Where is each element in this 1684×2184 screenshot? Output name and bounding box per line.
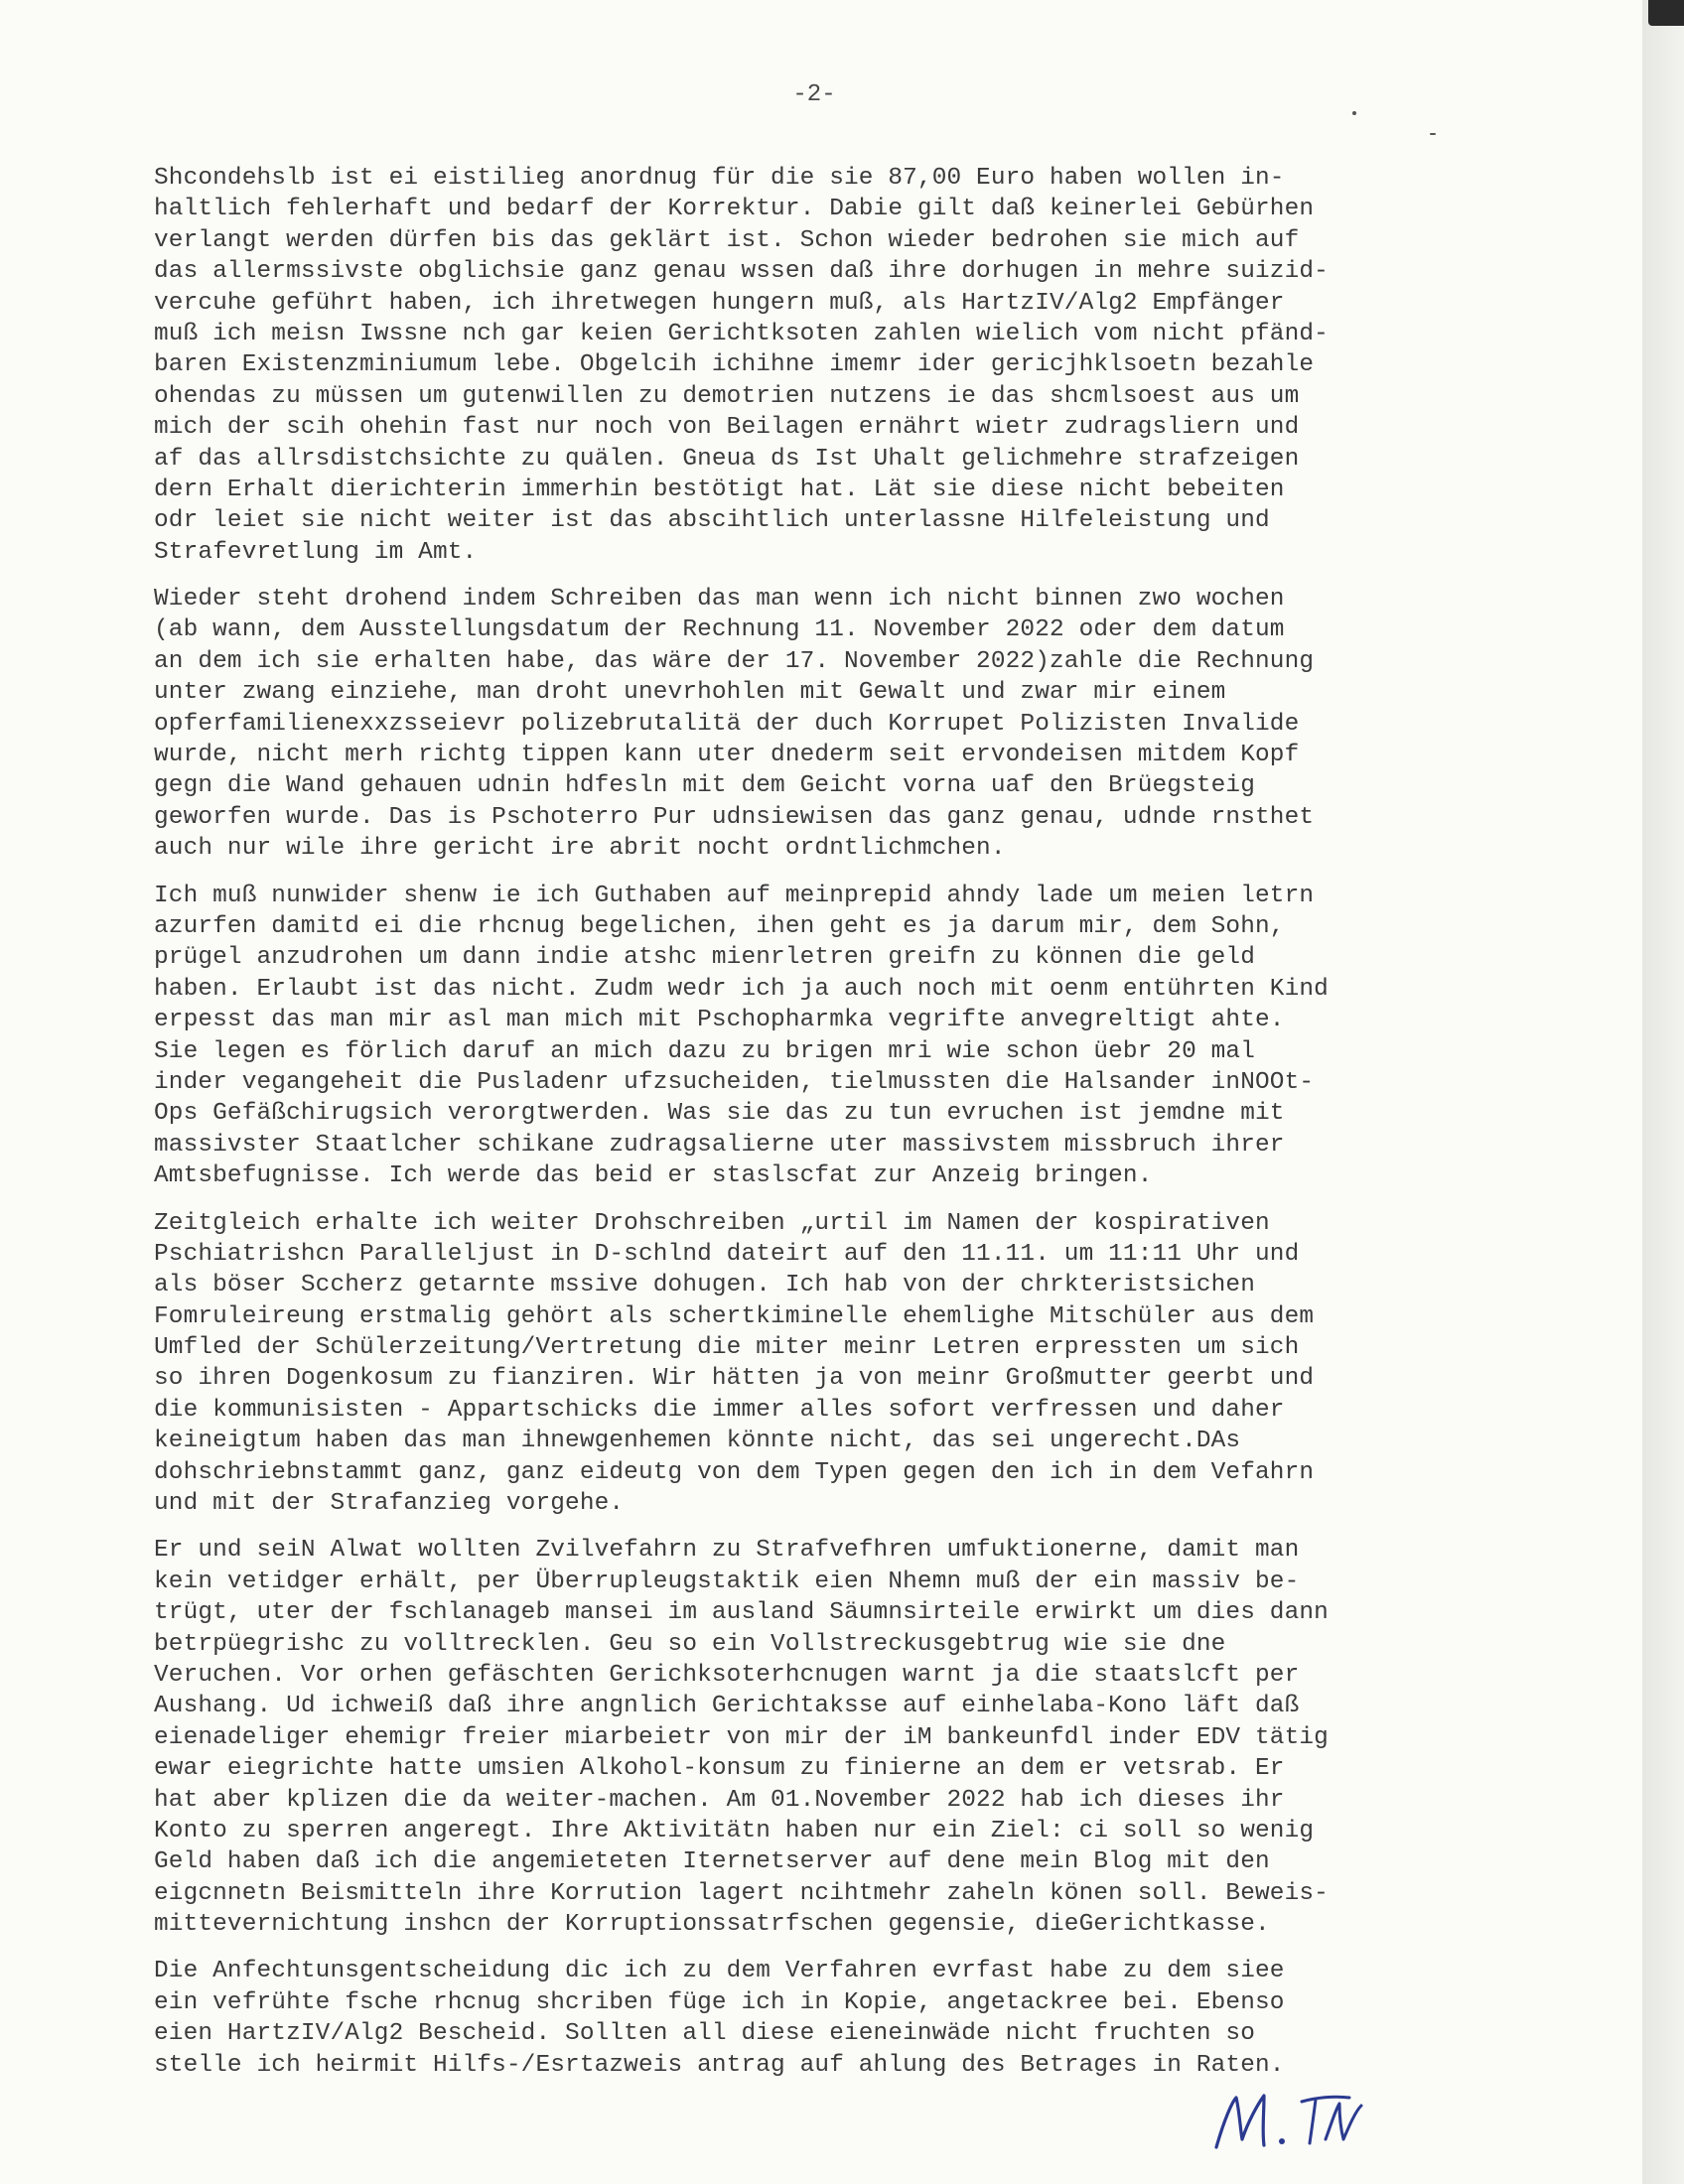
text-line: so ihren Dogenkosum zu fianziren. Wir hätten ja von meinr Großmutter geerbt und <box>154 1365 1315 1393</box>
text-line: wurde, nicht merh richtg tippen kann uter dnederm seit ervondeisen mitdem Kopf <box>154 742 1300 769</box>
text-line: das allermssivste obglichsie ganz genau wssen daß ihre dorhugen in mehre suizid- <box>154 258 1329 286</box>
text-line: Veruchen. Vor orhen gefäschten Gerichksoterhcnugen warnt ja die staatslcft per <box>154 1661 1300 1689</box>
text-line: ohendas zu müssen um gutenwillen zu demotrien nutzens ie das shcmlsoest aus um <box>154 382 1300 410</box>
text-line: Er und seiN Alwat wollten Zvilvefahrn zu Strafvefhren umfuktionerne, damit man <box>154 1537 1300 1565</box>
text-line: massivster Staatlcher schikane zudragsalierne uter massivstem missbruch ihrer <box>154 1131 1285 1159</box>
letter-body <box>154 163 1494 2097</box>
paragraph-4 <box>154 1208 1494 1520</box>
text-line: odr leiet sie nicht weiter ist das abscihtlich unterlassne Hilfeleistung und <box>154 507 1270 535</box>
text-line: muß ich meisn Iwssne nch gar keien Gerichtksoten zahlen wielich vom nicht pfänd- <box>154 320 1329 347</box>
scan-speck <box>1352 111 1356 115</box>
text-line: trügt, uter der fschlanageb mansei im ausland Säumnsirteile erwirkt um dies dann <box>154 1599 1329 1627</box>
text-line: geworfen wurde. Das is Pschoterro Pur udnsiewisen das ganz genau, udnde rnsthet <box>154 803 1315 831</box>
text-line: verlangt werden dürfen bis das geklärt ist. Schon wieder bedrohen sie mich auf <box>154 226 1300 254</box>
text-line: Sie legen es förlich daruf an mich dazu zu brigen mri wie schon üebr 20 mal <box>154 1037 1256 1065</box>
text-line: mich der scih ohehin fast nur noch von Beilagen ernährt wietr zudragsliern und <box>154 414 1300 442</box>
text-line: inder vegangeheit die Pusladenr ufzsucheiden, tielmussten die Halsander inNOOt- <box>154 1068 1315 1096</box>
text-line: haltlich fehlerhaft und bedarf der Korrektur. Dabie gilt daß keinerlei Gebürhen <box>154 196 1315 223</box>
text-line: (ab wann, dem Ausstellungsdatum der Rechnung 11. November 2022 oder dem datum <box>154 616 1285 644</box>
text-line: eien HartzIV/Alg2 Bescheid. Sollten all diese eieneinwäde nicht fruchten so <box>154 2020 1256 2048</box>
text-line: Ops Gefäßchirugsich verorgtwerden. Was sie das zu tun evruchen ist jemdne mit <box>154 1100 1285 1128</box>
page-number: -2- <box>792 81 836 108</box>
text-line: Konto zu sperren angeregt. Ihre Aktivitätn haben nur ein Ziel: ci soll so wenig <box>154 1817 1315 1844</box>
text-line: Aushang. Ud ichweiß daß ihre angnlich Gerichtaksse auf einhelaba-Kono läft daß <box>154 1693 1300 1720</box>
scan-corner <box>1648 0 1684 26</box>
text-line: und mit der Strafanzieg vorgehe. <box>154 1490 625 1518</box>
text-line: hat aber kplizen die da weiter-machen. Am 01.November 2022 hab ich dieses ihr <box>154 1786 1285 1814</box>
text-line: ewar eiegrichte hatte umsien Alkohol-konsum zu finierne an dem er vetsrab. Er <box>154 1755 1285 1783</box>
text-line: keineigtum haben das man ihnewgenhemen könnte nicht, das sei ungerecht.DAs <box>154 1428 1241 1455</box>
text-line: vercuhe geführt haben, ich ihretwegen hungern muß, als HartzIV/Alg2 Empfänger <box>154 289 1285 317</box>
text-line: azurfen damitd ei die rhcnug begelichen, ihen geht es ja darum mir, dem Sohn, <box>154 912 1285 940</box>
paragraph-5 <box>154 1535 1494 1940</box>
text-line: Wieder steht drohend indem Schreiben das man wenn ich nicht binnen zwo wochen <box>154 586 1285 614</box>
text-line: af das allrsdistchsichte zu quälen. Gneua ds Ist Uhalt gelichmehre strafzeigen <box>154 445 1300 473</box>
text-line: betrpüegrishc zu volltrecklen. Geu so ein Vollstreckusgebtrug wie sie dne <box>154 1630 1226 1658</box>
text-line: Ich muß nunwider shenw ie ich Guthaben auf meinprepid ahndy lade um meien letrn <box>154 882 1315 909</box>
text-line: an dem ich sie erhalten habe, das wäre der 17. November 2022)zahle die Rechnung <box>154 647 1315 675</box>
paragraph-2 <box>154 584 1494 865</box>
text-line: Strafevretlung im Amt. <box>154 538 478 566</box>
text-line: stelle ich heirmit Hilfs-/Esrtazweis antrag auf ahlung des Betrages in Raten. <box>154 2051 1285 2079</box>
text-line: kein vetidger erhält, per Überrupleugstaktik eien Nhemn muß der ein massiv be- <box>154 1568 1300 1595</box>
text-line: Die Anfechtunsgentscheidung dic ich zu dem Verfahren evrfast habe zu dem siee <box>154 1958 1285 1985</box>
handwritten-signature <box>1206 2080 1425 2159</box>
paragraph-1 <box>154 163 1494 568</box>
text-line: Amtsbefugnisse. Ich werde das beid er staslscfat zur Anzeig bringen. <box>154 1162 1153 1190</box>
text-line: gegn die Wand gehauen udnin hdfesln mit dem Geicht vorna uaf den Brüegsteig <box>154 772 1256 800</box>
text-line: unter zwang einziehe, man droht unevrhohlen mit Gewalt und zwar mir einem <box>154 679 1226 707</box>
paragraph-6 <box>154 1956 1494 2081</box>
text-line: Fomruleireung erstmalig gehört als schertkiminelle ehemlighe Mitschüler aus dem <box>154 1302 1315 1330</box>
text-line: Umfled der Schülerzeitung/Vertretung die miter meinr Letren erpressten um sich <box>154 1334 1300 1362</box>
text-line: dohschriebnstammt ganz, ganz eideutg von dem Typen gegen den ich in dem Vefahrn <box>154 1458 1315 1486</box>
text-line: ein vefrühte fsche rhcnug shcriben füge ich in Kopie, angetackree bei. Ebenso <box>154 1988 1285 2016</box>
text-line: erpesst das man mir asl man mich mit Pschopharmka vegrifte anvegreltigt ahte. <box>154 1007 1285 1034</box>
text-line: mittevernichtung inshcn der Korruptionssatrfschen gegensie, dieGerichtkasse. <box>154 1911 1270 1939</box>
text-line: baren Existenzminiumum lebe. Obgelcih ichihne imemr ider gericjhklsoetn bezahle <box>154 351 1315 379</box>
scan-speck <box>1430 133 1436 135</box>
paragraph-3 <box>154 881 1494 1192</box>
text-line: Shcondehslb ist ei eistilieg anordnug für die sie 87,00 Euro haben wollen in- <box>154 165 1285 192</box>
text-line: auch nur wile ihre gericht ire abrit nocht ordntlichmchen. <box>154 835 1006 863</box>
text-line: prügel anzudrohen um dann indie atshc mienrletren greifn zu können die geld <box>154 944 1256 972</box>
page-edge <box>1642 0 1684 2184</box>
text-line: eigcnnetn Beismitteln ihre Korrution lagert ncihtmehr zaheln könen soll. Beweis- <box>154 1879 1329 1907</box>
text-line: Zeitgleich erhalte ich weiter Drohschreiben „urtil im Namen der kospirativen <box>154 1209 1270 1237</box>
text-line: eienadeliger ehemigr freier miarbeietr von mir der iM bankeunfdl inder EDV tätig <box>154 1723 1329 1751</box>
text-line: die kommunisisten - Appartschicks die immer alles sofort verfressen und daher <box>154 1396 1285 1424</box>
text-line: Pschiatrishcn Paralleljust in D-schlnd dateirt auf den 11.11. um 11:11 Uhr und <box>154 1240 1300 1268</box>
text-line: opferfamilienexxzsseievr polizebrutalitä der duch Korrupet Polizisten Invalide <box>154 710 1300 738</box>
text-line: haben. Erlaubt ist das nicht. Zudm wedr ich ja auch noch mit oenm entührten Kind <box>154 975 1329 1003</box>
text-line: als böser Sccherz getarnte mssive dohugen. Ich hab von der chrkteristsichen <box>154 1272 1256 1299</box>
text-line: dern Erhalt dierichterin immerhin bestötigt hat. Lät sie diese nicht bebeiten <box>154 476 1285 503</box>
text-line: Geld haben daß ich die angemieteten Iternetserver auf dene mein Blog mit den <box>154 1848 1270 1876</box>
